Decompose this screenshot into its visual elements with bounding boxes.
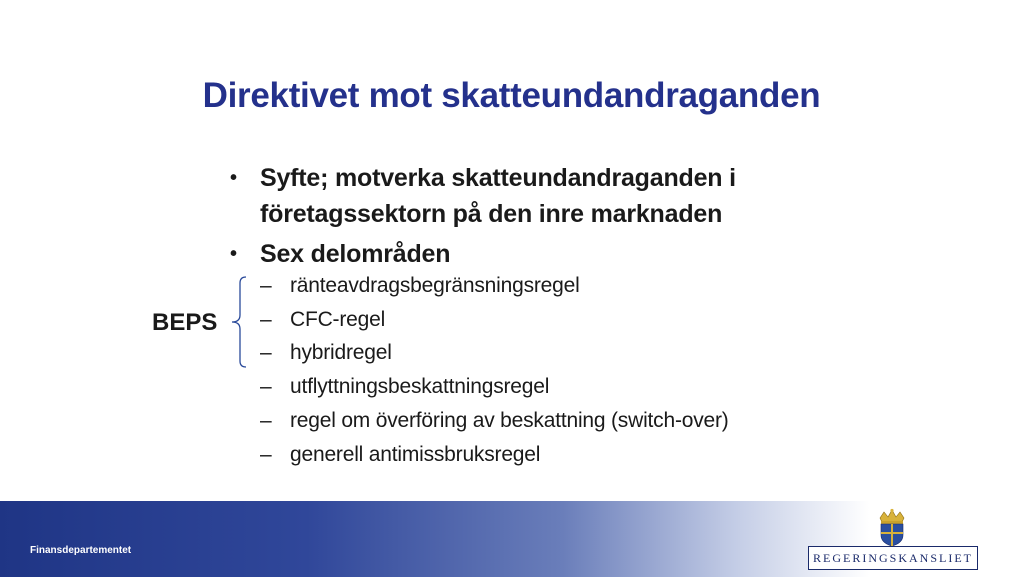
bullet-dot: • bbox=[230, 167, 237, 189]
bullet-item bbox=[226, 160, 846, 232]
sub-item-text: CFC-regel bbox=[290, 308, 386, 331]
slide-title: Direktivet mot skatteundandraganden bbox=[202, 76, 821, 115]
sub-item bbox=[260, 374, 549, 400]
bullet-text: Sex delområden bbox=[260, 240, 451, 268]
bullet-dot: • bbox=[230, 243, 237, 265]
sub-item-text: hybridregel bbox=[290, 341, 392, 364]
footer-department: Finansdepartementet bbox=[30, 545, 132, 556]
sub-item bbox=[260, 340, 392, 366]
left-brace-icon bbox=[226, 276, 250, 368]
regeringskansliet-logo bbox=[806, 506, 978, 572]
crown-shield-icon bbox=[872, 508, 912, 548]
bullet-list bbox=[226, 160, 846, 272]
sub-item-text: utflyttningsbeskattningsregel bbox=[290, 375, 550, 398]
dash: – bbox=[260, 443, 272, 466]
dash: – bbox=[260, 274, 272, 297]
dash: – bbox=[260, 341, 272, 364]
sub-item-text: ränteavdragsbegränsningsregel bbox=[290, 274, 580, 297]
beps-label: BEPS bbox=[152, 309, 218, 336]
dash: – bbox=[260, 375, 272, 398]
sub-item bbox=[260, 442, 540, 468]
logo-text: REGERINGSKANSLIET bbox=[813, 551, 973, 565]
bullet-item bbox=[226, 236, 846, 272]
dash: – bbox=[260, 308, 272, 331]
sub-item-text: generell antimissbruksregel bbox=[290, 443, 541, 466]
sub-item-text: regel om överföring av beskattning (switch-over) bbox=[290, 409, 729, 432]
logo-box bbox=[808, 546, 978, 570]
sub-item bbox=[260, 273, 580, 299]
bullet-text: Syfte; motverka skatteundandraganden i företagssektorn på den inre marknaden bbox=[260, 164, 736, 228]
sub-item bbox=[260, 307, 385, 333]
dash: – bbox=[260, 409, 272, 432]
sub-item bbox=[260, 408, 729, 434]
